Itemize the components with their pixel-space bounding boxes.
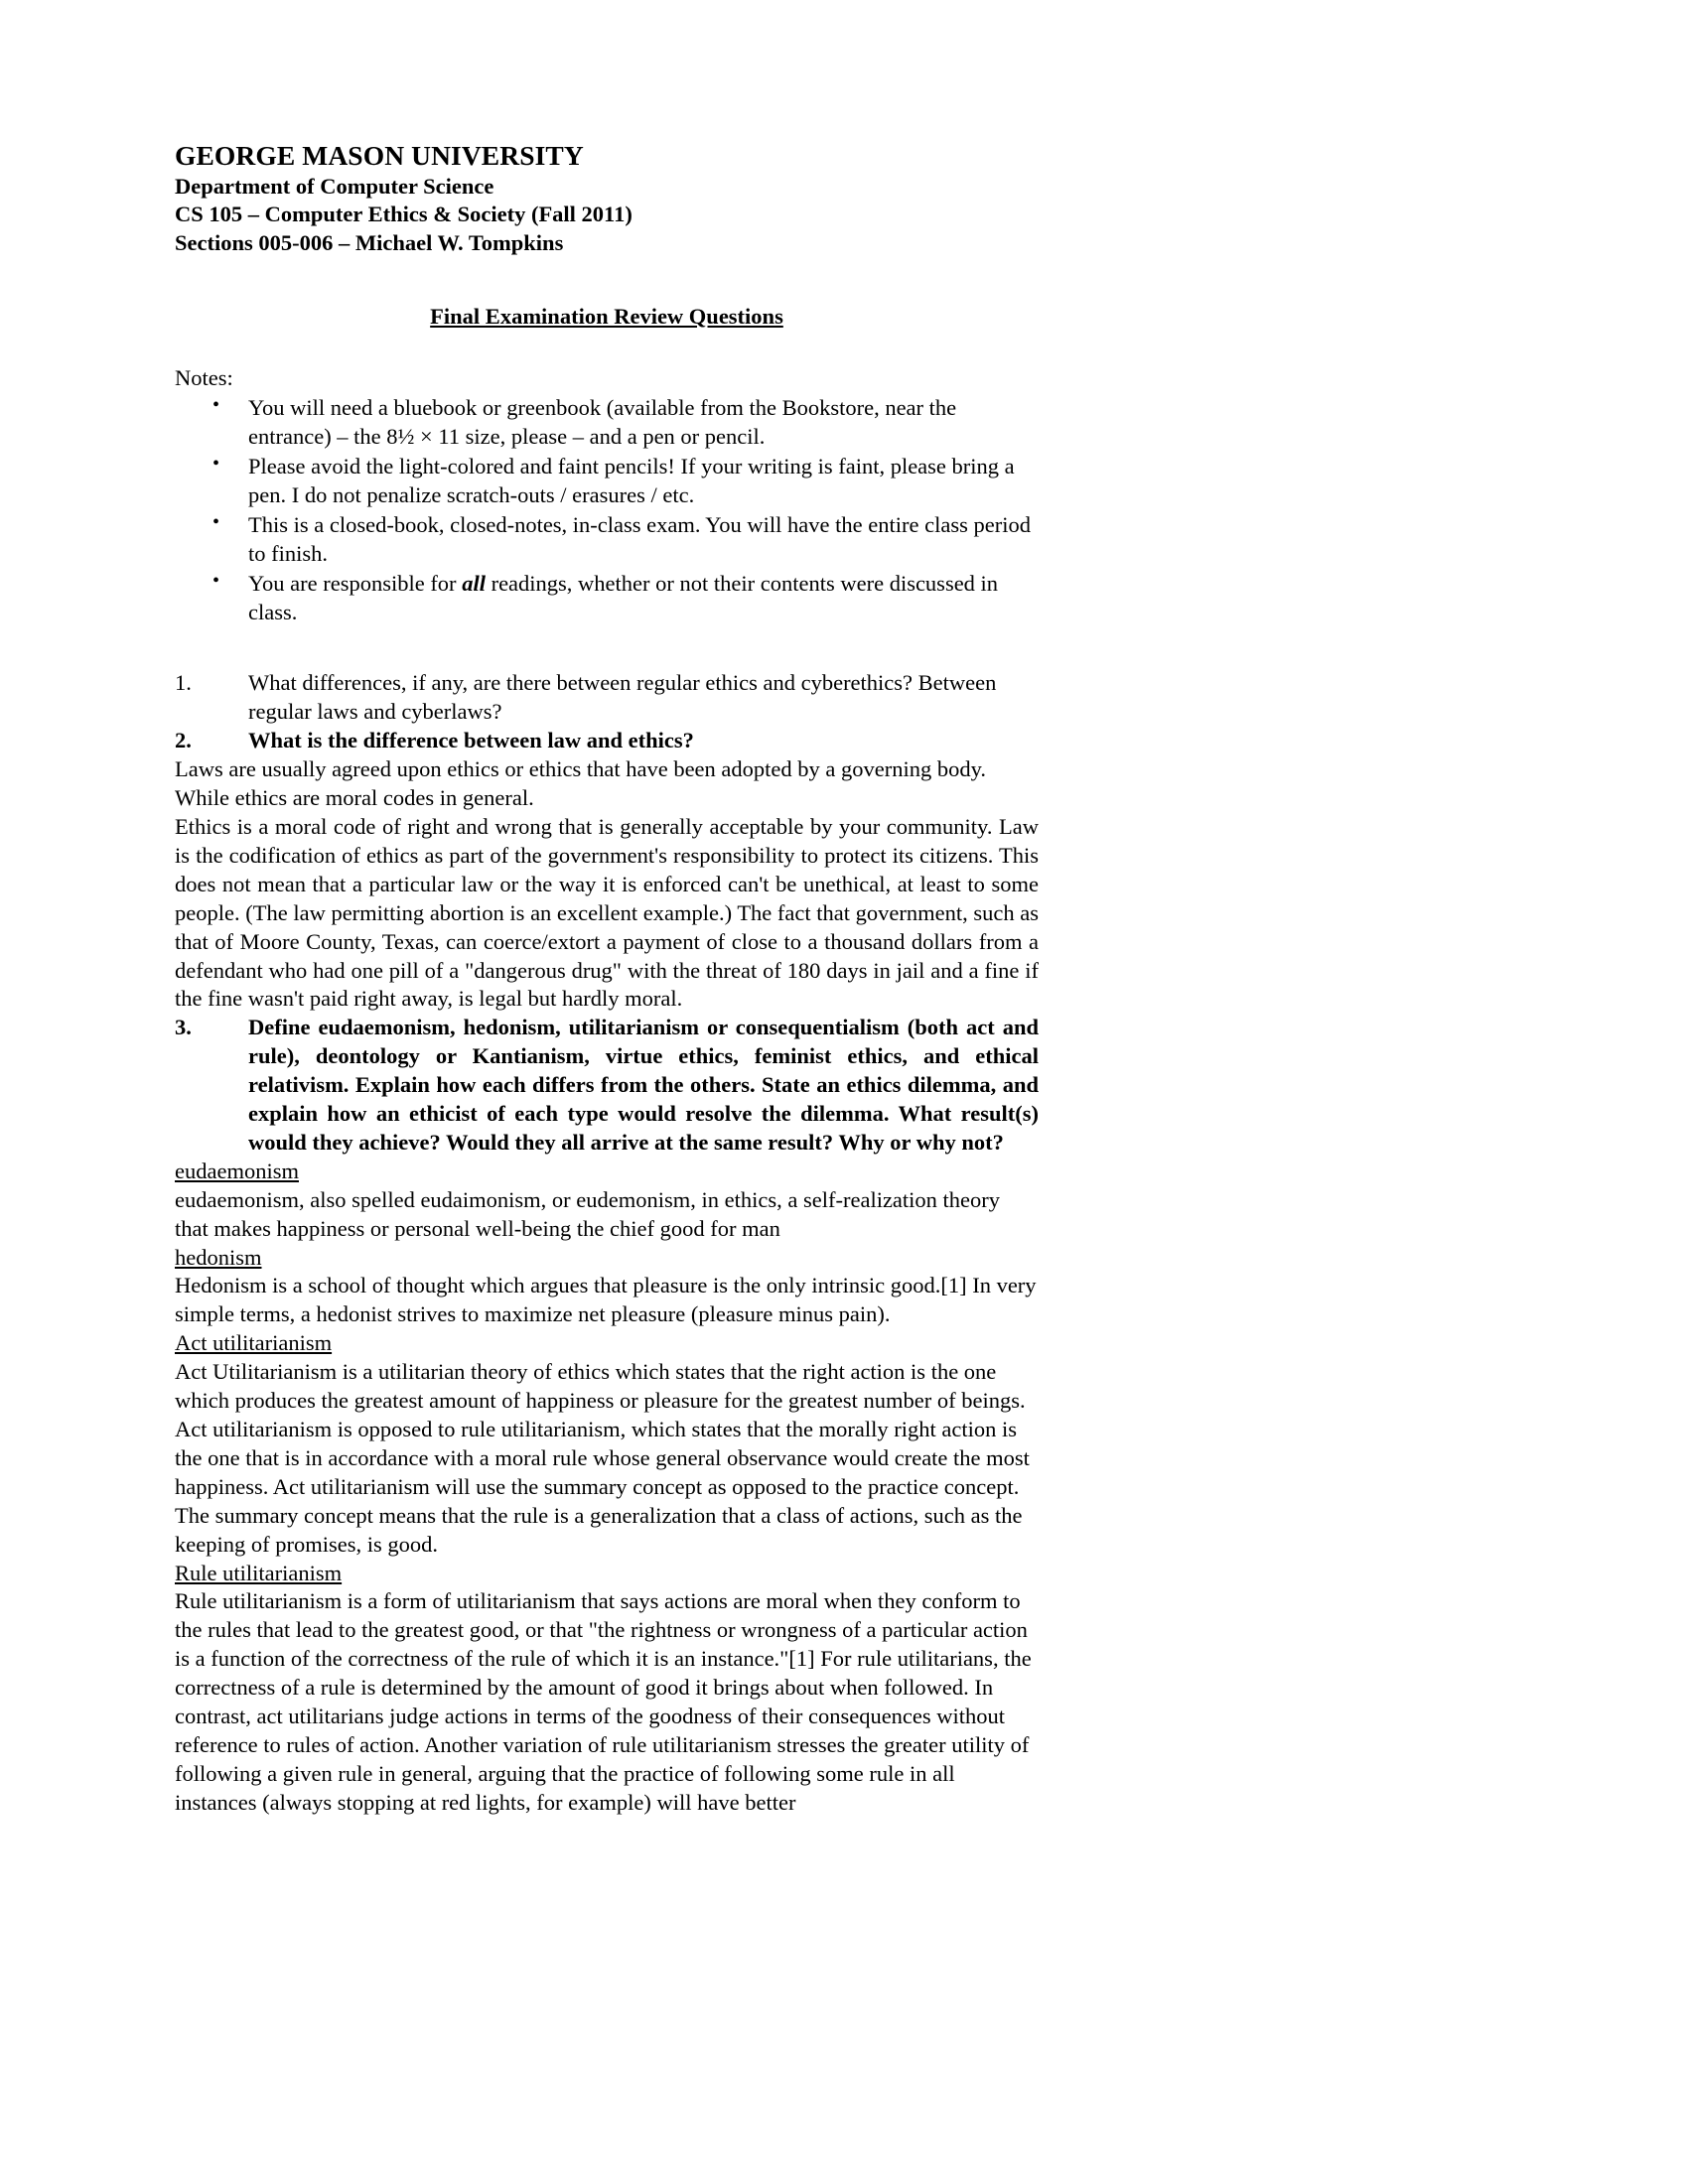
list-item bbox=[175, 570, 1039, 627]
question-2-text: What is the difference between law and ethics? bbox=[248, 728, 694, 753]
answer-2-line-2: While ethics are moral codes in general. bbox=[175, 785, 534, 811]
list-item-text-head: You are responsible for bbox=[248, 570, 463, 596]
list-item: • You will need a bluebook or greenbook (available from the Bookstore, near the entrance) – the 8½ × 11 size, please – and a pen or pencil. bbox=[175, 394, 1039, 452]
document-header bbox=[175, 139, 1039, 258]
list-item: • This is a closed-book, closed-notes, in-class exam. You will have the entire class period to finish. bbox=[175, 511, 1039, 569]
question-3-text: Define eudaemonism, hedonism, utilitarianism or consequentialism (both act and rule), deontology or Kantianism, virtue ethics, feminist ethics, and ethical relativism. Explain how each differs from the others. State an ethics dilemma, and explain how an ethicist of each type would resolve the dilemma. What result(s) would they achieve? Would they all arrive at the same result? Why or why not? bbox=[248, 1015, 1039, 1155]
document-content bbox=[175, 139, 1039, 1818]
list-item: • Please avoid the light-colored and faint pencils! If your writing is faint, please bring a pen. I do not penalize scratch-outs / erasures / etc. bbox=[175, 453, 1039, 510]
term-heading-text: eudaemonism bbox=[175, 1158, 299, 1183]
question-2-number: 2. bbox=[175, 728, 192, 753]
term-body: Act Utilitarianism is a utilitarian theory of ethics which states that the right action is the one which produces the greatest amount of happiness or pleasure for the greatest number of beings. Act utilitarianism is opposed to rule utilitarianism, which states that the morally right action is the one that is in accordance with a moral rule whose general observance would create the most happiness. Act utilitarianism will use the summary concept as opposed to the practice concept. The summary concept means that the rule is a generalization that a class of actions, such as the keeping of promises, is good. bbox=[175, 1359, 1030, 1557]
notes-label: Notes: bbox=[175, 364, 233, 390]
list-item-emphasis: all bbox=[462, 570, 486, 596]
list-item-text-tail: readings, whether or not their contents were discussed in class. bbox=[248, 570, 999, 624]
question-1-text: What differences, if any, are there between regular ethics and cyberethics? Between regular laws and cyberlaws? bbox=[248, 670, 997, 725]
question-1-number: 1. bbox=[175, 670, 192, 696]
term-eudaemonism bbox=[175, 1158, 1039, 1244]
term-heading bbox=[175, 1244, 1039, 1273]
term-body: Rule utilitarianism is a form of utilitarianism that says actions are moral when they conform to the rules that lead to the greatest good, or that "the rightness or wrongness of a particular action is a function of the correctness of the rule of which it is an instance."[1] For rule utilitarians, the correctness of a rule is determined by the amount of good it brings about when followed. In contrast, act utilitarians judge actions in terms of the goodness of their consequences without reference to rules of action. Another variation of rule utilitarianism stresses the greater utility of following a given rule in general, arguing that the practice of following some rule in all instances (always stopping at red lights, for example) will have better bbox=[175, 1588, 1032, 1815]
term-body: Hedonism is a school of thought which argues that pleasure is the only intrinsic good.[1] In very simple terms, a hedonist strives to maximize net pleasure (pleasure minus pain). bbox=[175, 1273, 1037, 1327]
term-heading-text: Rule utilitarianism bbox=[175, 1560, 343, 1585]
term-body: eudaemonism, also spelled eudaimonism, or eudemonism, in ethics, a self-realization theory that makes happiness or personal well-being the chief good for man bbox=[175, 1186, 1001, 1241]
question-1 bbox=[175, 669, 1039, 727]
term-heading bbox=[175, 1329, 1039, 1358]
term-rule-utilitarianism bbox=[175, 1560, 1039, 1818]
question-3-number: 3. bbox=[175, 1015, 192, 1040]
notes-list bbox=[175, 394, 1039, 626]
term-heading bbox=[175, 1158, 1039, 1186]
department-name: Department of Computer Science bbox=[175, 173, 494, 199]
course-name: CS 105 – Computer Ethics & Society (Fall 2011) bbox=[175, 202, 633, 227]
page-title-text: Final Examination Review Questions bbox=[430, 303, 783, 329]
sections-instructor: Sections 005-006 – Michael W. Tompkins bbox=[175, 230, 564, 256]
answer-2-paragraph: Ethics is a moral code of right and wrong that is generally acceptable by your community. Law is the codification of ethics as part of the government's responsibility to protect its citizens. This does not mean that a particular law or the way it is enforced can't be unethical, at least to some people. (The law permitting abortion is an excellent example.) The fact that government, such as that of Moore County, Texas, can coerce/extort a payment of close to a thousand dollars from a defendant who had one pill of a "dangerous drug" with the threat of 180 days in jail and a fine if the fine wasn't paid right away, is legal but hardly moral. bbox=[175, 813, 1039, 1012]
term-heading bbox=[175, 1560, 1039, 1588]
term-hedonism bbox=[175, 1244, 1039, 1330]
question-3 bbox=[175, 1014, 1039, 1158]
term-heading-text: Act utilitarianism bbox=[175, 1330, 333, 1356]
university-name: GEORGE MASON UNIVERSITY bbox=[175, 140, 584, 171]
answer-2-line-1: Laws are usually agreed upon ethics or ethics that have been adopted by a governing body. bbox=[175, 756, 987, 782]
term-act-utilitarianism bbox=[175, 1329, 1039, 1559]
page-title bbox=[175, 304, 1039, 330]
term-heading-text: hedonism bbox=[175, 1244, 262, 1270]
question-2 bbox=[175, 727, 1039, 755]
